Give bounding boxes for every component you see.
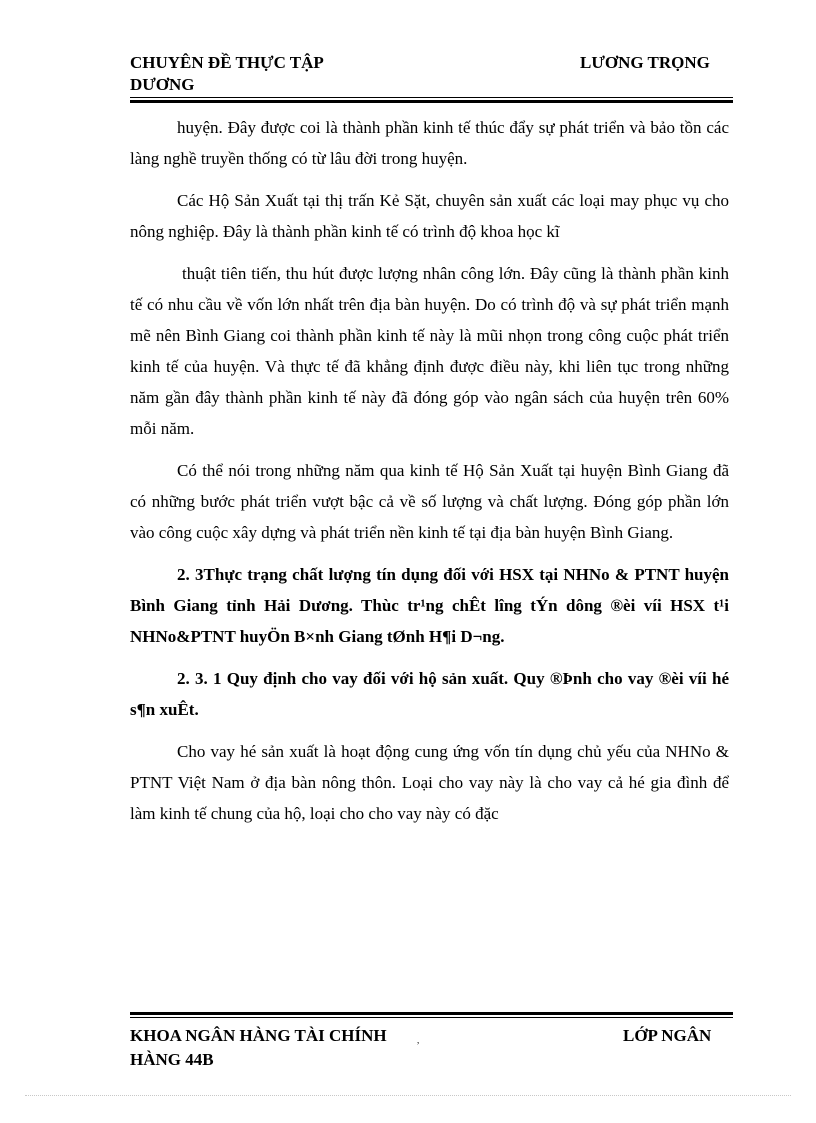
footer-right: LỚP NGÂN <box>623 1026 712 1045</box>
header-left-continued: DƯƠNG <box>130 75 195 94</box>
paragraph-3: Có thể nói trong những năm qua kinh tế Hộ Sản Xuất tại huyện Bình Giang đã có những bước phát triển vượt bậc cả về số lượng và chất lượng. Đóng góp phần lớn vào công cuộc xây dựng và phát triển nền kinh tế tại địa bàn huyện Bình Giang. <box>130 461 729 542</box>
footer-left: KHOA NGÂN HÀNG TÀI CHÍNH <box>130 1026 387 1045</box>
header-rule-thick <box>130 100 733 103</box>
section-heading-2-3-1: 2. 3. 1 Quy định cho vay đối với hộ sản xuất. Quy ®Þnh cho vay ®èi víi hé s¶n xuÊt. <box>130 669 729 719</box>
paragraph-2b: thuật tiên tiến, thu hút được lượng nhân công lớn. Đây cũng là thành phần kinh tế có nhu cầu về vốn lớn nhất trên địa bàn huyện. Do có trình độ và sự phát triển mạnh mẽ nên Bình Giang coi thành phần kinh tế này là mũi nhọn trong công cuộc phát triển kinh tế của huyện. Và thực tế đã khẳng định được điều này, khi liên tục trong những năm gần đây thành phần kinh tế này đã đóng góp vào ngân sách của huyện trên 60% mỗi năm. <box>130 264 729 438</box>
footer-rule-thin <box>130 1017 733 1018</box>
paragraph-4: Cho vay hé sản xuất là hoạt động cung ứng vốn tín dụng chủ yếu của NHNo & PTNT Việt Nam ở địa bàn nông thôn. Loại cho vay này là cho vay cả hé gia đình để làm kinh tế chung của hộ, loại cho cho vay này có đặc <box>130 742 729 823</box>
footer-left-continued: HÀNG 44B <box>130 1050 214 1069</box>
header-right: LƯƠNG TRỌNG <box>580 53 710 72</box>
page-bottom-border <box>25 1095 791 1096</box>
paragraph-1: huyện. Đây được coi là thành phần kinh tế thúc đẩy sự phát triển và bảo tồn các làng nghề truyền thống có từ lâu đời trong huyện. <box>130 118 729 168</box>
footer-mark: , <box>417 1035 420 1045</box>
footer-rule-thick <box>130 1012 733 1015</box>
section-heading-2-3: 2. 3Thực trạng chất lượng tín dụng đối với HSX tại NHNo & PTNT huyện Bình Giang tỉnh Hải Dương. Thùc tr¹ng chÊt lîng tÝn dông ®èi víi HSX t¹i NHNo&PTNT huyÖn B×nh Giang tØnh H¶i D¬ng. <box>130 565 729 646</box>
header-rule-thin <box>130 97 733 98</box>
header-left: CHUYÊN ĐỀ THỰC TẬP <box>130 53 324 72</box>
paragraph-2a: Các Hộ Sản Xuất tại thị trấn Kẻ Sặt, chuyên sản xuất các loại may phục vụ cho nông nghiệp. Đây là thành phần kinh tế có trình độ khoa học kĩ <box>130 191 729 241</box>
document-body <box>130 112 729 829</box>
